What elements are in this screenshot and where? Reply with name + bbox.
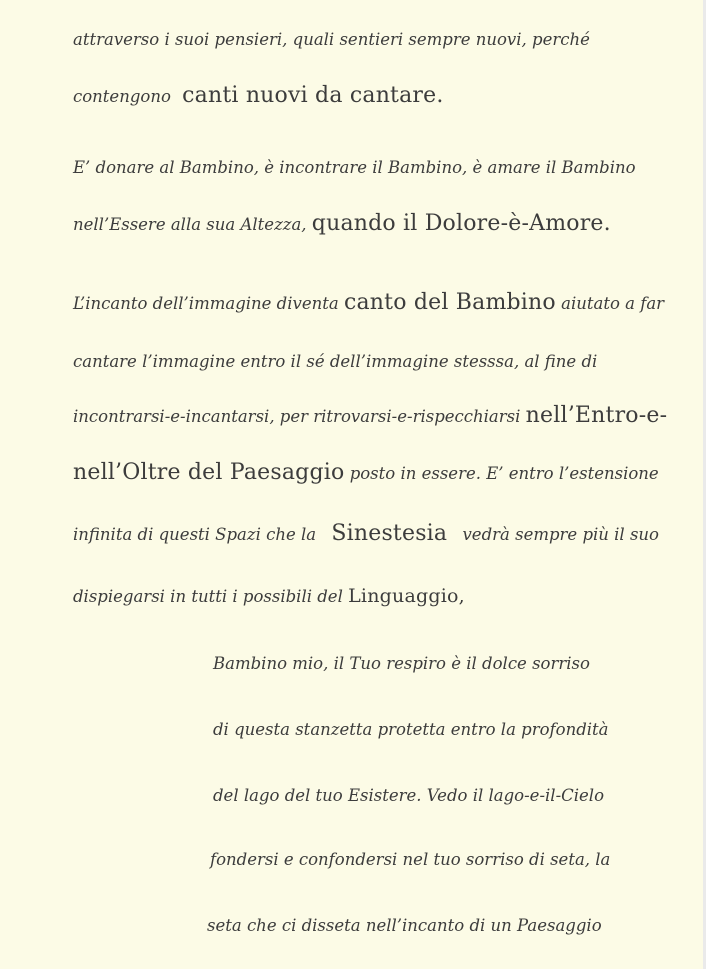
prose-text: E’ donare al Bambino, è incontrare il Bambino, è amare il Bambino [73, 158, 636, 177]
verse-line-1: Bambino mio, il Tuo respiro è il dolce sorriso [213, 654, 590, 673]
verse-line-3: del lago del tuo Esistere. Vedo il lago-e-il-Cielo [213, 786, 605, 805]
prose-line-2 [73, 85, 444, 107]
verse-line-2: di questa stanzetta protetta entro la profondità [213, 720, 609, 739]
emphasized-phrase: Linguaggio, [348, 585, 465, 607]
prose-text: aiutato a far [561, 294, 665, 313]
prose-text: attraverso i suoi pensieri, quali sentieri sempre nuovi, perché [73, 30, 590, 49]
prose-text: incontrarsi-e-incantarsi, per ritrovarsi-e-rispecchiarsi [73, 407, 521, 426]
prose-text: nell’Essere alla sua Altezza, [73, 215, 307, 234]
prose-text: contengono [73, 87, 171, 106]
prose-text: posto in essere. E’ entro l’estensione [349, 464, 659, 483]
prose-line-3 [73, 160, 636, 177]
emphasized-phrase: canto del Bambino [343, 290, 556, 315]
emphasized-phrase: canti nuovi da cantare. [182, 83, 444, 108]
emphasized-phrase: nell’Entro-e- [525, 403, 668, 428]
prose-line-6 [73, 354, 597, 371]
verse-line-4: fondersi e confondersi nel tuo sorriso di seta, la [210, 850, 611, 869]
prose-text: vedrà sempre più il suo [462, 525, 659, 544]
prose-text: infinita di questi Spazi che la [73, 525, 317, 544]
prose-line-4 [73, 213, 611, 235]
emphasized-phrase: Sinestesia [331, 521, 448, 546]
verse-line-5: seta che ci disseta nell’incanto di un Paesaggio [207, 916, 602, 935]
prose-line-1 [73, 32, 590, 49]
emphasized-phrase: quando il Dolore-è-Amore. [311, 211, 611, 236]
prose-text: dispiegarsi in tutti i possibili del [73, 587, 343, 606]
prose-text: cantare l’immagine entro il sé dell’immagine stesssa, al fine di [73, 352, 598, 371]
prose-line-5 [73, 292, 664, 314]
emphasized-phrase: nell’Oltre del Paesaggio [73, 460, 345, 485]
prose-line-10 [73, 587, 465, 606]
prose-text: L’incanto dell’immagine diventa [73, 294, 339, 313]
prose-line-9 [73, 523, 659, 545]
prose-line-8 [73, 462, 659, 484]
prose-line-7 [73, 405, 667, 427]
